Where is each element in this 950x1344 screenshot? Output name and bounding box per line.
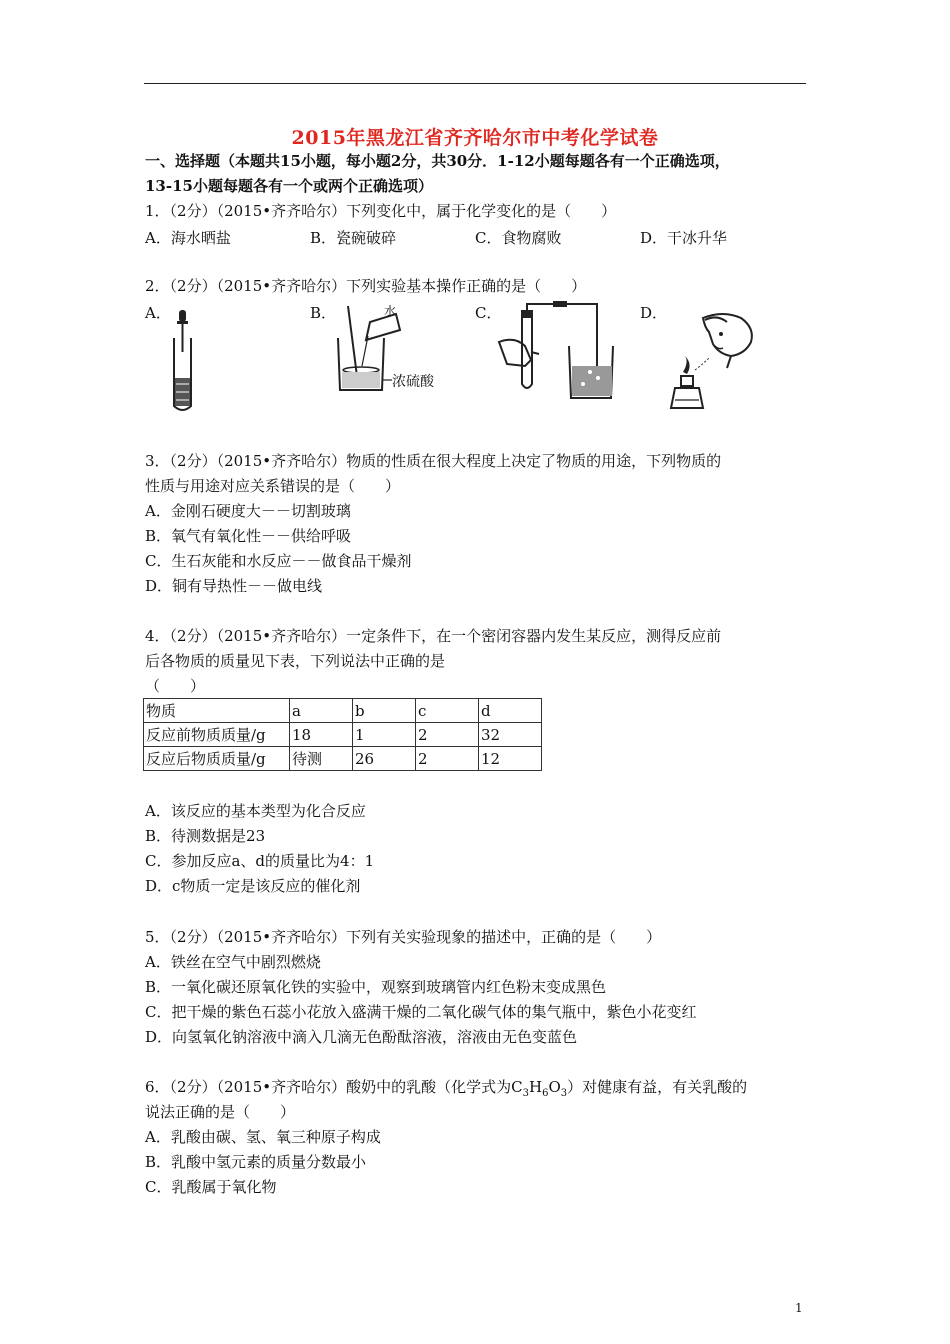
table-cell: 反应后物质质量/g (144, 747, 290, 771)
table-cell: 反应前物质质量/g (144, 723, 290, 747)
table-row (144, 723, 542, 747)
table-cell: 12 (479, 747, 542, 771)
q2-option-c: C． (475, 304, 502, 322)
water-label: 水 (384, 304, 397, 318)
q1-option-d: D．干冰升华 (640, 229, 728, 247)
q4-option-b: B．待测数据是23 (145, 827, 266, 845)
smelling-gas-figure (665, 308, 765, 414)
q6-stem-text-b: ）对健康有益，有关乳酸的 (567, 1078, 748, 1096)
q1-option-a: A．海水晒盐 (145, 229, 231, 247)
q5-option-c: C．把干燥的紫色石蕊小花放入盛满干燥的二氧化碳气体的集气瓶中，紫色小花变红 (145, 1003, 697, 1021)
q4-stem-line1: 4．（2分）（2015•齐齐哈尔）一定条件下，在一个密闭容器内发生某反应，测得反应前 (145, 627, 722, 645)
page-title: 2015年黑龙江省齐齐哈尔市中考化学试卷 (291, 127, 659, 149)
q2-option-b: B． (310, 304, 337, 322)
formula-element: H (528, 1078, 543, 1096)
table-cell: 18 (290, 723, 353, 747)
airtightness-check-figure (495, 300, 615, 400)
table-cell: b (353, 699, 416, 723)
table-cell: 物质 (144, 699, 290, 723)
header-rule (144, 83, 806, 84)
q4-option-c: C．参加反应a、d的质量比为4：1 (145, 852, 375, 870)
dilution-figure (330, 300, 440, 395)
section-heading-line2: 13-15小题每题各有一个或两个正确选项） (145, 177, 433, 195)
formula-subscript: 3 (522, 1088, 529, 1099)
mass-table (143, 698, 542, 771)
table-row (144, 747, 542, 771)
q6-option-c: C．乳酸属于氧化物 (145, 1178, 277, 1196)
acid-label: 浓硫酸 (392, 374, 434, 390)
q6-stem-line1 (145, 1077, 747, 1104)
table-header-row (144, 699, 542, 723)
formula-subscript: 3 (560, 1088, 568, 1099)
q2-option-a: A． (145, 304, 171, 322)
formula-subscript: 6 (542, 1088, 549, 1099)
q6-option-b: B．乳酸中氢元素的质量分数最小 (145, 1153, 367, 1171)
q5-option-d: D．向氢氧化钠溶液中滴入几滴无色酚酞溶液，溶液由无色变蓝色 (145, 1028, 578, 1046)
table-cell: 待测 (290, 747, 353, 771)
dropper-test-tube-figure (165, 308, 200, 414)
q6-option-a: A．乳酸由碳、氢、氧三种原子构成 (145, 1128, 381, 1146)
q5-option-b: B．一氧化碳还原氧化铁的实验中，观察到玻璃管内红色粉末变成黑色 (145, 978, 607, 996)
table-cell: 32 (479, 723, 542, 747)
q1-option-c: C．食物腐败 (475, 229, 562, 247)
q1-option-b: B．瓷碗破碎 (310, 229, 397, 247)
q5-option-a: A．铁丝在空气中剧烈燃烧 (145, 953, 321, 971)
q5-stem: 5．（2分）（2015•齐齐哈尔）下列有关实验现象的描述中，正确的是（ ） (145, 928, 662, 946)
q3-option-d: D．铜有导热性－－做电线 (145, 577, 323, 595)
formula-element: O (548, 1078, 561, 1096)
q6-stem-line2: 说法正确的是（ ） (145, 1103, 296, 1121)
table-cell: 26 (353, 747, 416, 771)
table-cell: 1 (353, 723, 416, 747)
table-cell: 2 (416, 723, 479, 747)
table-cell: 2 (416, 747, 479, 771)
q4-stem-line2: 后各物质的质量见下表，下列说法中正确的是 (145, 652, 446, 670)
q3-stem-line1: 3．（2分）（2015•齐齐哈尔）物质的性质在很大程度上决定了物质的用途，下列物质的 (145, 452, 722, 470)
q2-option-d: D． (640, 304, 668, 322)
q1-stem: 1．（2分）（2015•齐齐哈尔）下列变化中，属于化学变化的是（ ） (145, 202, 617, 220)
q3-option-a: A．金刚石硬度大－－切割玻璃 (145, 502, 351, 520)
q2-stem: 2．（2分）（2015•齐齐哈尔）下列实验基本操作正确的是（ ） (145, 277, 587, 295)
page-number: 1 (795, 1301, 803, 1315)
section-heading-line1: 一、选择题（本题共15小题，每小题2分，共30分．1-12小题每题各有一个正确选项， (145, 152, 730, 170)
q4-option-d: D．c物质一定是该反应的催化剂 (145, 877, 361, 895)
q1-options (145, 227, 805, 247)
q3-option-b: B．氧气有氧化性－－供给呼吸 (145, 527, 352, 545)
table-cell: a (290, 699, 353, 723)
q4-option-a: A．该反应的基本类型为化合反应 (145, 802, 366, 820)
table-cell: c (416, 699, 479, 723)
q6-stem-text-a: 6．（2分）（2015•齐齐哈尔）酸奶中的乳酸（化学式为C (145, 1078, 523, 1096)
q3-option-c: C．生石灰能和水反应－－做食品干燥剂 (145, 552, 412, 570)
table-cell: d (479, 699, 542, 723)
q4-stem-line3: （ ） (145, 677, 206, 695)
q3-stem-line2: 性质与用途对应关系错误的是（ ） (145, 477, 401, 495)
